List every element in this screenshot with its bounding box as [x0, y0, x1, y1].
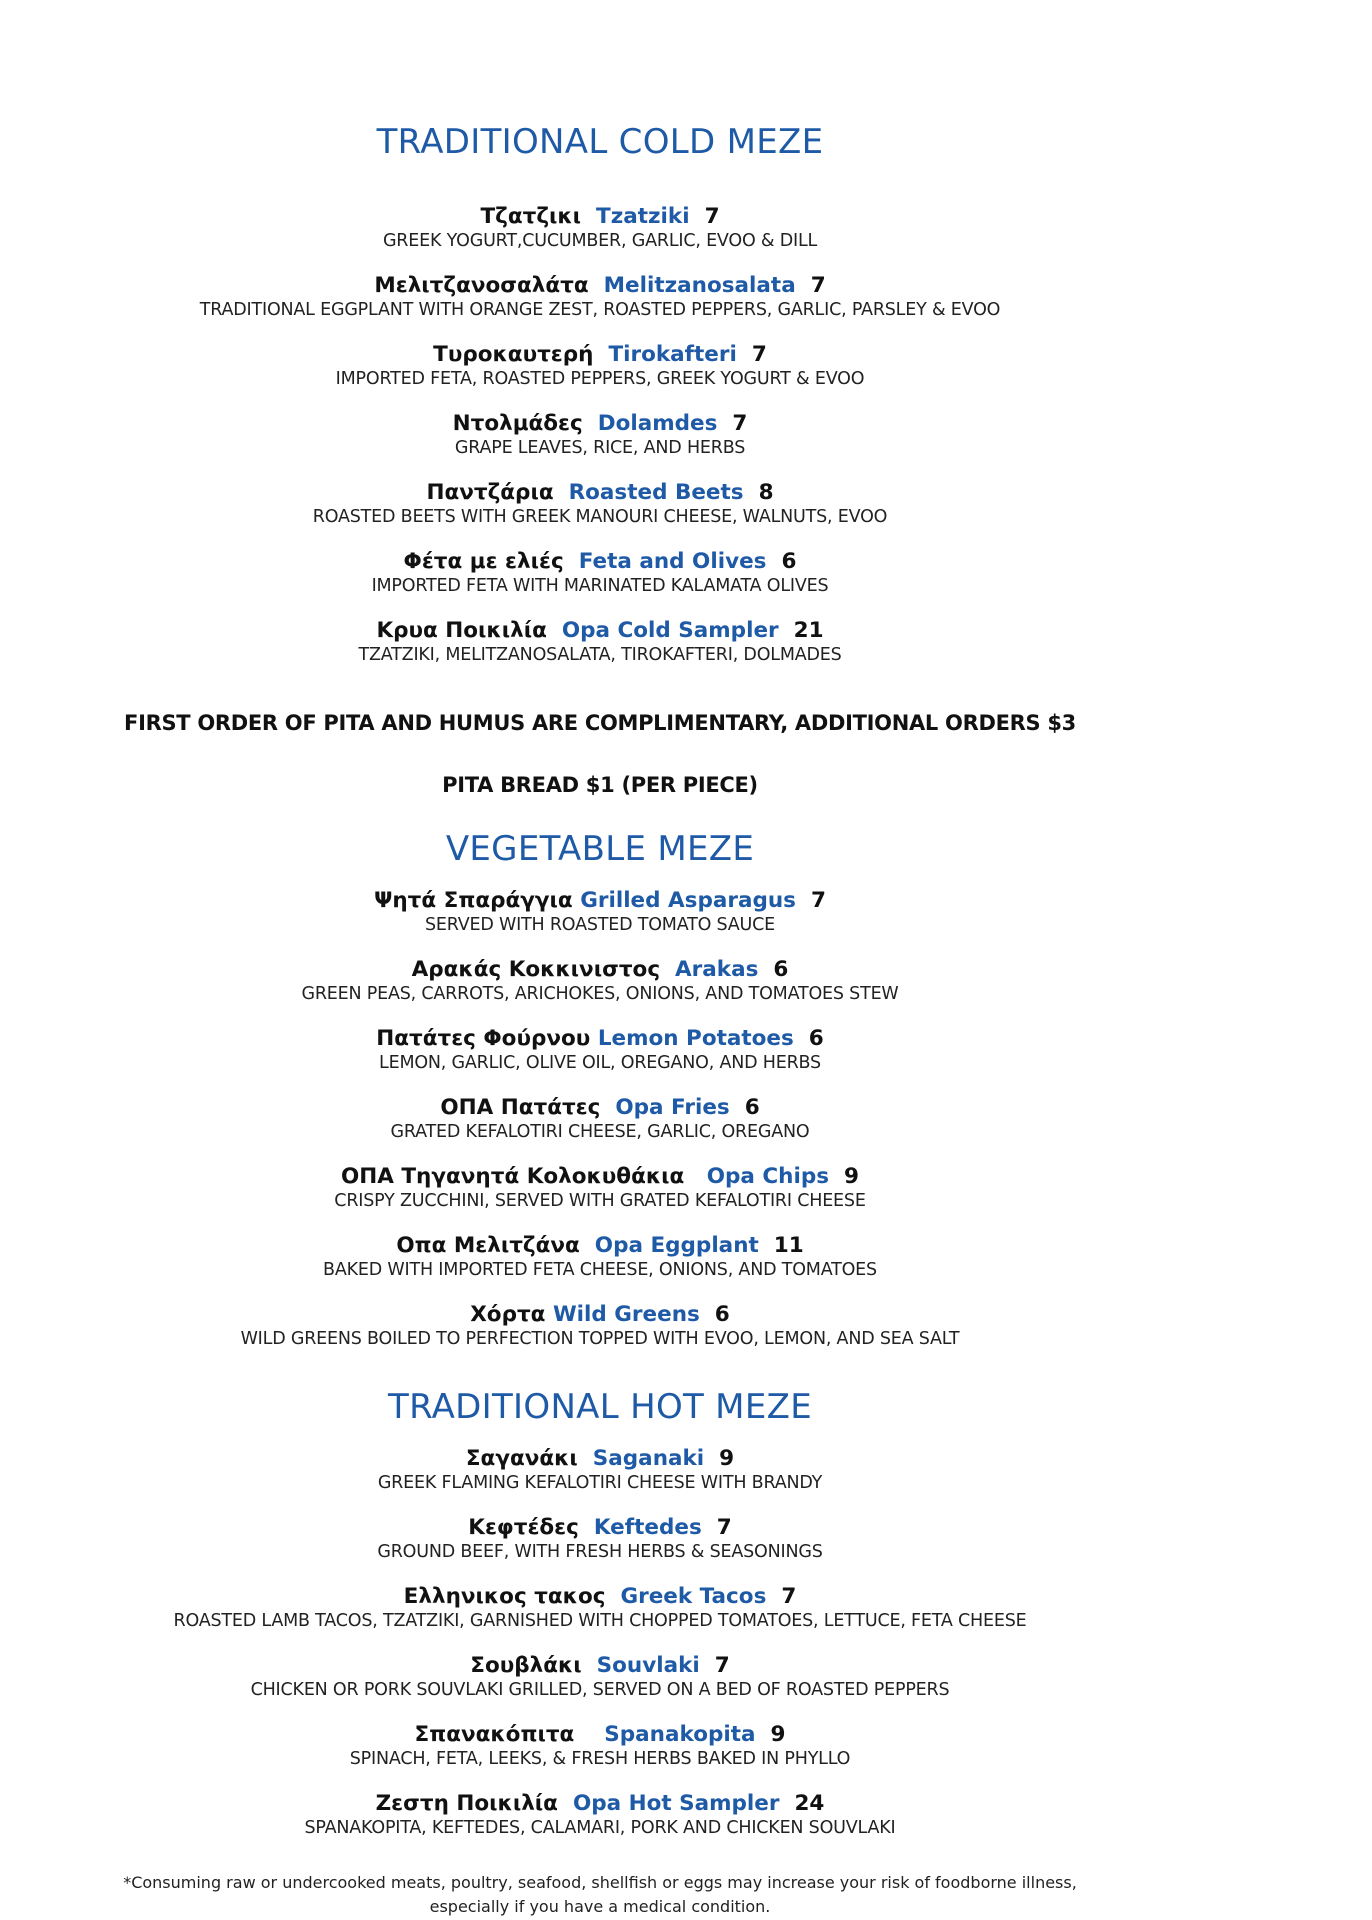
item-description: TZATZIKI, MELITZANOSALATA, TIROKAFTERI, DOLMADES [358, 645, 842, 665]
item-description: IMPORTED FETA, ROASTED PEPPERS, GREEK YOGURT & EVOO [335, 369, 865, 389]
menu-item [0, 1302, 1200, 1350]
item-english-name: Dolamdes [597, 411, 718, 436]
item-greek-name: Σουβλάκι [470, 1653, 582, 1678]
section-title: TRADITIONAL COLD MEZE [376, 122, 824, 162]
item-english-name: Opa Fries [615, 1095, 730, 1120]
item-price: 11 [773, 1233, 804, 1258]
item-price: 6 [808, 1026, 824, 1051]
menu-item [0, 273, 1200, 321]
item-title [0, 1584, 1200, 1610]
menu-item [0, 204, 1200, 252]
item-price: 7 [704, 204, 720, 229]
menu-item [0, 1446, 1200, 1494]
item-english-name: Opa Cold Sampler [561, 618, 779, 643]
section-cold-meze [0, 122, 1200, 162]
item-greek-name: Φέτα με ελιές [403, 549, 564, 574]
item-description: SERVED WITH ROASTED TOMATO SAUCE [424, 915, 776, 935]
item-description: GRATED KEFALOTIRI CHEESE, GARLIC, OREGANO [390, 1122, 810, 1142]
item-title [0, 1095, 1200, 1121]
item-greek-name: Παντζάρια [426, 480, 554, 505]
item-greek-name: Χόρτα [470, 1302, 546, 1327]
pita-notice-row [0, 773, 1200, 797]
item-price: 8 [758, 480, 774, 505]
item-english-name: Opa Hot Sampler [572, 1791, 780, 1816]
item-price: 7 [781, 1584, 797, 1609]
item-description: SPINACH, FETA, LEEKS, & FRESH HERBS BAKED IN PHYLLO [349, 1749, 851, 1769]
item-title [0, 480, 1200, 506]
menu-item [0, 549, 1200, 597]
item-title [0, 273, 1200, 299]
item-title [0, 549, 1200, 575]
menu-item [0, 411, 1200, 459]
item-price: 6 [773, 957, 789, 982]
item-title [0, 411, 1200, 437]
item-greek-name: Τυροκαυτερή [433, 342, 594, 367]
item-description: ROASTED BEETS WITH GREEK MANOURI CHEESE, WALNUTS, EVOO [312, 507, 888, 527]
item-greek-name: Πατάτες Φούρνου [376, 1026, 591, 1051]
item-description: ROASTED LAMB TACOS, TZATZIKI, GARNISHED WITH CHOPPED TOMATOES, LETTUCE, FETA CHEESE [173, 1611, 1027, 1631]
item-price: 9 [844, 1164, 859, 1189]
item-price: 6 [714, 1302, 730, 1327]
item-description: TRADITIONAL EGGPLANT WITH ORANGE ZEST, ROASTED PEPPERS, GARLIC, PARSLEY & EVOO [199, 300, 1001, 320]
menu-item [0, 618, 1200, 666]
item-price: 7 [714, 1653, 730, 1678]
item-greek-name: Αρακάς Κοκκινιστος [411, 957, 661, 982]
item-price: 9 [770, 1722, 786, 1747]
item-title [0, 1233, 1200, 1259]
item-greek-name: Οπα Μελιτζάνα [396, 1233, 580, 1258]
item-description: GREEN PEAS, CARROTS, ARICHOKES, ONIONS, AND TOMATOES STEW [301, 984, 899, 1004]
item-greek-name: Ντολμάδες [452, 411, 583, 436]
item-english-name: Arakas [675, 957, 759, 982]
menu-item [0, 1722, 1200, 1770]
section-vegetable-meze [0, 829, 1200, 869]
item-english-name: Feta and Olives [578, 549, 767, 574]
item-english-name: Wild Greens [552, 1302, 700, 1327]
item-description: SPANAKOPITA, KEFTEDES, CALAMARI, PORK AND CHICKEN SOUVLAKI [304, 1818, 896, 1838]
menu-item [0, 888, 1200, 936]
item-english-name: Saganaki [592, 1446, 705, 1471]
section-title: VEGETABLE MEZE [445, 829, 755, 869]
item-title [0, 1515, 1200, 1541]
item-description: IMPORTED FETA WITH MARINATED KALAMATA OLIVES [371, 576, 829, 596]
item-english-name: Greek Tacos [620, 1584, 767, 1609]
item-title [0, 1791, 1200, 1817]
section-title: TRADITIONAL HOT MEZE [388, 1387, 812, 1427]
menu-item [0, 1791, 1200, 1839]
item-english-name: Souvlaki [596, 1653, 700, 1678]
item-greek-name: Μελιτζανοσαλάτα [374, 273, 589, 298]
item-price: 7 [810, 888, 826, 913]
item-title [0, 1164, 1200, 1190]
item-title [0, 618, 1200, 644]
complimentary-notice-row [0, 711, 1200, 735]
menu-item [0, 1653, 1200, 1701]
menu-item [0, 480, 1200, 528]
item-description: BAKED WITH IMPORTED FETA CHEESE, ONIONS, AND TOMATOES [323, 1260, 877, 1280]
item-title [0, 1722, 1200, 1748]
item-english-name: Melitzanosalata [603, 273, 796, 298]
menu-item [0, 1164, 1200, 1212]
item-english-name: Lemon Potatoes [597, 1026, 794, 1051]
item-english-name: Tirokafteri [608, 342, 737, 367]
item-greek-name: Τζατζικι [480, 204, 582, 229]
complimentary-notice: FIRST ORDER OF PITA AND HUMUS ARE COMPLIMENTARY, ADDITIONAL ORDERS $3 [124, 711, 1076, 735]
item-price: 6 [744, 1095, 760, 1120]
item-price: 9 [719, 1446, 735, 1471]
item-description: CHICKEN OR PORK SOUVLAKI GRILLED, SERVED ON A BED OF ROASTED PEPPERS [250, 1680, 950, 1700]
item-greek-name: Ζεστη Ποικιλία [375, 1791, 558, 1816]
item-greek-name: Ελληνικος τακος [403, 1584, 606, 1609]
menu-item [0, 957, 1200, 1005]
item-description: LEMON, GARLIC, OLIVE OIL, OREGANO, AND HERBS [379, 1053, 821, 1073]
item-description: GREEK YOGURT,CUCUMBER, GARLIC, EVOO & DILL [382, 231, 818, 251]
item-english-name: Keftedes [593, 1515, 702, 1540]
item-title [0, 1653, 1200, 1679]
item-price: 24 [794, 1791, 825, 1816]
item-price: 7 [716, 1515, 732, 1540]
item-title [0, 1446, 1200, 1472]
item-greek-name: ΟΠΑ Πατάτες [440, 1095, 601, 1120]
item-description: CRISPY ZUCCHINI, SERVED WITH GRATED KEFALOTIRI CHEESE [334, 1191, 866, 1211]
item-english-name: Opa Chips [706, 1164, 830, 1189]
item-title [0, 957, 1200, 983]
item-description: GREEK FLAMING KEFALOTIRI CHEESE WITH BRANDY [377, 1473, 823, 1493]
pita-bread-notice: PITA BREAD $1 (PER PIECE) [442, 773, 758, 797]
item-greek-name: Σαγανάκι [465, 1446, 578, 1471]
item-greek-name: ΟΠΑ Τηγανητά Κολοκυθάκια [340, 1164, 685, 1189]
item-description: GROUND BEEF, WITH FRESH HERBS & SEASONINGS [377, 1542, 823, 1562]
item-english-name: Opa Eggplant [594, 1233, 759, 1258]
menu-item [0, 1233, 1200, 1281]
item-description: WILD GREENS BOILED TO PERFECTION TOPPED WITH EVOO, LEMON, AND SEA SALT [240, 1329, 960, 1349]
item-greek-name: Κρυα Ποικιλία [376, 618, 547, 643]
health-disclaimer [0, 1871, 1200, 1919]
item-description: GRAPE LEAVES, RICE, AND HERBS [454, 438, 746, 458]
item-english-name: Grilled Asparagus [580, 888, 796, 913]
disclaimer-line-2: especially if you have a medical condition. [429, 1897, 771, 1916]
item-price: 7 [810, 273, 826, 298]
item-title [0, 342, 1200, 368]
menu-item [0, 1515, 1200, 1563]
item-title [0, 1026, 1200, 1052]
menu-item [0, 1026, 1200, 1074]
menu-item [0, 342, 1200, 390]
item-price: 6 [781, 549, 797, 574]
menu-item [0, 1095, 1200, 1143]
item-price: 21 [793, 618, 824, 643]
item-price: 7 [751, 342, 767, 367]
section-hot-meze [0, 1387, 1200, 1427]
item-greek-name: Ψητά Σπαράγγια [374, 888, 573, 913]
disclaimer-line-1: *Consuming raw or undercooked meats, poultry, seafood, shellfish or eggs may increase your risk of foodborne illness, [123, 1873, 1077, 1892]
item-title [0, 888, 1200, 914]
item-english-name: Tzatziki [596, 204, 690, 229]
item-greek-name: Σπανακόπιτα [414, 1722, 575, 1747]
item-price: 7 [732, 411, 748, 436]
item-english-name: Roasted Beets [568, 480, 744, 505]
item-english-name: Spanakopita [604, 1722, 756, 1747]
item-title [0, 1302, 1200, 1328]
menu-item [0, 1584, 1200, 1632]
item-title [0, 204, 1200, 230]
item-greek-name: Κεφτέδες [468, 1515, 579, 1540]
